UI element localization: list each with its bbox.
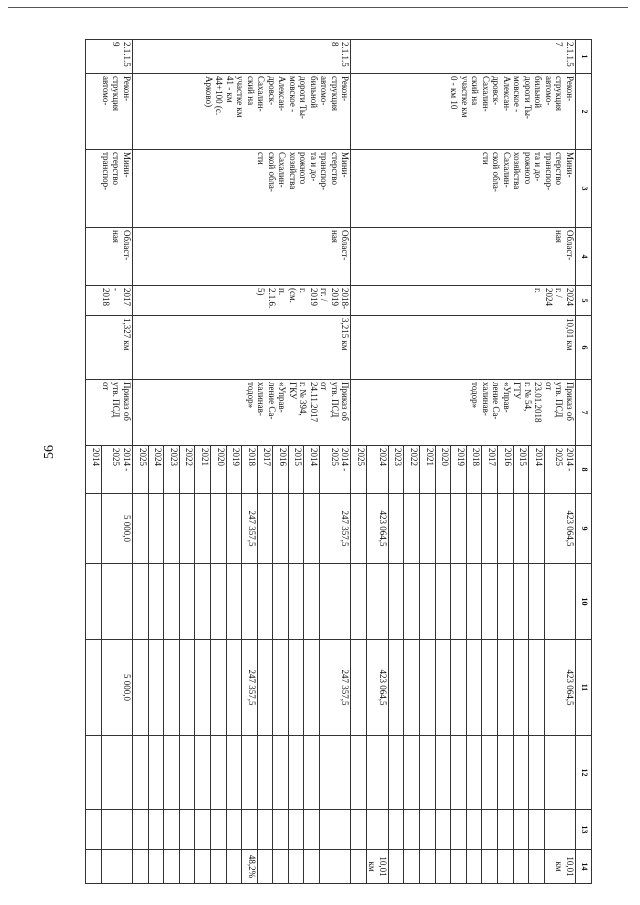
col13-value (86, 810, 102, 850)
period: 2014 - 2025 (320, 446, 351, 494)
col13-value (101, 810, 132, 850)
table-row (320, 40, 351, 884)
col12-value (86, 736, 102, 810)
col10-value (529, 564, 545, 640)
col10-value (148, 564, 164, 640)
col10-value (388, 564, 404, 640)
col12-value (466, 736, 482, 810)
total-amount: 247 357,5 (242, 494, 258, 564)
col10-value (466, 564, 482, 640)
term: 2017 - 2018 (86, 286, 133, 316)
regional-amount: 423 064,5 (366, 640, 388, 736)
year: 2021 (420, 446, 436, 494)
table-row (101, 40, 132, 884)
col12-value (242, 736, 258, 810)
total-amount (132, 494, 148, 564)
column-number: 9 (576, 494, 592, 564)
indicator: 48,2% (242, 850, 258, 884)
indicator (179, 850, 195, 884)
indicator (164, 850, 180, 884)
total-amount: 423 064,5 (544, 494, 575, 564)
col13-value (210, 810, 226, 850)
total-amount (529, 494, 545, 564)
indicator (351, 850, 367, 884)
col13-value (544, 810, 575, 850)
col10-value (242, 564, 258, 640)
col10-value (451, 564, 467, 640)
col12-value (513, 736, 529, 810)
regional-amount (288, 640, 304, 736)
col10-value (179, 564, 195, 640)
regional-amount (388, 640, 404, 736)
col13-value (164, 810, 180, 850)
row-id: 2.1.1.5 8 (132, 40, 350, 74)
col10-value (513, 564, 529, 640)
indicator (86, 850, 102, 884)
object-name: Рекон- струкция автомо- бильной дороги Ты- мовское - Алексан- дровск- Сахалин- ский на участке км 41 - км 44+100 (с. Арково) (132, 74, 350, 150)
regional-amount (420, 640, 436, 736)
year: 2018 (242, 446, 258, 494)
indicator (466, 850, 482, 884)
capacity: 1,327 км (86, 316, 133, 380)
indicator (482, 850, 498, 884)
rotated-table-container (89, 39, 592, 883)
col10-value (226, 564, 242, 640)
col12-value (498, 736, 514, 810)
col10-value (351, 564, 367, 640)
header-row (576, 40, 592, 884)
regional-amount (226, 640, 242, 736)
regional-amount (164, 640, 180, 736)
regional-amount (257, 640, 273, 736)
col10-value (210, 564, 226, 640)
capacity: 10,01 км (351, 316, 576, 380)
indicator (288, 850, 304, 884)
col10-value (320, 564, 351, 640)
year: 2017 (482, 446, 498, 494)
col13-value (179, 810, 195, 850)
col12-value (257, 736, 273, 810)
customer: Мини- стерство транспор- та и до- рожного хозяйства Сахалин- ской обла- сти (351, 150, 576, 228)
col13-value (351, 810, 367, 850)
col12-value (273, 736, 289, 810)
indicator (388, 850, 404, 884)
budget-level: Област- ная (132, 228, 350, 286)
indicator (529, 850, 545, 884)
year: 2019 (226, 446, 242, 494)
regional-amount (148, 640, 164, 736)
col13-value (226, 810, 242, 850)
year: 2021 (195, 446, 211, 494)
col12-value (210, 736, 226, 810)
col13-value (257, 810, 273, 850)
col12-value (101, 736, 132, 810)
regional-amount (498, 640, 514, 736)
table-row (544, 40, 575, 884)
col10-value (101, 564, 132, 640)
col13-value (288, 810, 304, 850)
column-number: 6 (576, 316, 592, 380)
customer: Мини- стерство транспор- (86, 150, 133, 228)
indicator (451, 850, 467, 884)
column-number: 13 (576, 810, 592, 850)
col10-value (366, 564, 388, 640)
term: 2024 г. / 2024 г. (351, 286, 576, 316)
col10-value (435, 564, 451, 640)
column-number: 8 (576, 446, 592, 494)
regional-amount (482, 640, 498, 736)
regional-amount: 247 357,5 (242, 640, 258, 736)
indicator (404, 850, 420, 884)
year: 2022 (404, 446, 420, 494)
col13-value (273, 810, 289, 850)
total-amount (435, 494, 451, 564)
total-amount (451, 494, 467, 564)
year: 2018 (466, 446, 482, 494)
col13-value (451, 810, 467, 850)
col13-value (242, 810, 258, 850)
indicator (435, 850, 451, 884)
col12-value (351, 736, 367, 810)
regional-amount (513, 640, 529, 736)
col12-value (482, 736, 498, 810)
col10-value (273, 564, 289, 640)
row-id: 2.1.1.5 7 (351, 40, 576, 74)
regional-amount (351, 640, 367, 736)
col13-value (529, 810, 545, 850)
column-number: 10 (576, 564, 592, 640)
col12-value (304, 736, 320, 810)
col12-value (529, 736, 545, 810)
year: 2024 (148, 446, 164, 494)
indicator (273, 850, 289, 884)
column-number: 11 (576, 640, 592, 736)
total-amount: 247 357,5 (320, 494, 351, 564)
total-amount (466, 494, 482, 564)
year: 2014 (86, 446, 102, 494)
indicator (226, 850, 242, 884)
total-amount (513, 494, 529, 564)
year: 2016 (498, 446, 514, 494)
col10-value (257, 564, 273, 640)
column-number: 4 (576, 228, 592, 286)
col12-value (288, 736, 304, 810)
total-amount (482, 494, 498, 564)
col10-value (404, 564, 420, 640)
col10-value (164, 564, 180, 640)
page-number: 56 (42, 445, 57, 459)
col10-value (498, 564, 514, 640)
total-amount (404, 494, 420, 564)
col13-value (420, 810, 436, 850)
regional-amount (210, 640, 226, 736)
col12-value (164, 736, 180, 810)
year: 2014 (304, 446, 320, 494)
year: 2016 (273, 446, 289, 494)
object-name: Рекон- струкция автомо- бильной дороги Ты- мовское - Алексан- дровск- Сахалин- ский на участке км 0 - км 10 (351, 74, 576, 150)
regional-amount: 247 357,5 (320, 640, 351, 736)
period: 2014 - 2025 (544, 446, 575, 494)
year: 2023 (164, 446, 180, 494)
column-number: 3 (576, 150, 592, 228)
col13-value (388, 810, 404, 850)
column-number: 2 (576, 74, 592, 150)
budget-level: Област- ная (86, 228, 133, 286)
indicator (101, 850, 132, 884)
col13-value (366, 810, 388, 850)
col12-value (435, 736, 451, 810)
total-amount (388, 494, 404, 564)
total-amount (273, 494, 289, 564)
col12-value (132, 736, 148, 810)
column-number: 5 (576, 286, 592, 316)
year: 2025 (132, 446, 148, 494)
total-amount (210, 494, 226, 564)
document: Приказ об утв. ПСД от 24.11.2017 г. № 394, ГКУ «Управ- ление Са- халинав- тодор» (132, 380, 350, 446)
col12-value (195, 736, 211, 810)
regional-amount (179, 640, 195, 736)
year: 2024 (366, 446, 388, 494)
regional-amount (195, 640, 211, 736)
col10-value (132, 564, 148, 640)
year: 2017 (257, 446, 273, 494)
year: 2015 (513, 446, 529, 494)
indicator (210, 850, 226, 884)
regional-amount (435, 640, 451, 736)
col13-value (482, 810, 498, 850)
total-amount (148, 494, 164, 564)
object-name: Рекон- струкция автомо- (86, 74, 133, 150)
regional-amount: 5 000,0 (101, 640, 132, 736)
top-rule (8, 7, 628, 8)
indicator: 10,01 км (544, 850, 575, 884)
col13-value (498, 810, 514, 850)
total-amount (257, 494, 273, 564)
program-table (85, 39, 592, 884)
year: 2019 (451, 446, 467, 494)
table-body (86, 40, 576, 884)
col10-value (420, 564, 436, 640)
total-amount (164, 494, 180, 564)
col13-value (404, 810, 420, 850)
col10-value (544, 564, 575, 640)
column-number: 14 (576, 850, 592, 884)
col10-value (304, 564, 320, 640)
total-amount: 423 064,5 (366, 494, 388, 564)
regional-amount (86, 640, 102, 736)
col12-value (420, 736, 436, 810)
regional-amount (404, 640, 420, 736)
col10-value (86, 564, 102, 640)
col10-value (195, 564, 211, 640)
indicator (498, 850, 514, 884)
customer: Мини- стерство транспор- та и до- рожного хозяйства Сахалин- ской обла- сти (132, 150, 350, 228)
row-id: 2.1.1.5 9 (86, 40, 133, 74)
indicator (304, 850, 320, 884)
indicator: 10,01 км (366, 850, 388, 884)
column-number: 7 (576, 380, 592, 446)
indicator (257, 850, 273, 884)
total-amount: 5 000,0 (101, 494, 132, 564)
total-amount (351, 494, 367, 564)
total-amount (420, 494, 436, 564)
term: 2018- 2019 гг. / 2019 г. (см. п. 2.1.6. 5) (132, 286, 350, 316)
year: 2020 (210, 446, 226, 494)
total-amount (288, 494, 304, 564)
year: 2020 (435, 446, 451, 494)
col12-value (451, 736, 467, 810)
regional-amount (451, 640, 467, 736)
col12-value (388, 736, 404, 810)
col10-value (288, 564, 304, 640)
col12-value (320, 736, 351, 810)
total-amount (498, 494, 514, 564)
column-number: 12 (576, 736, 592, 810)
col13-value (304, 810, 320, 850)
col13-value (148, 810, 164, 850)
col12-value (148, 736, 164, 810)
year: 2023 (388, 446, 404, 494)
col10-value (482, 564, 498, 640)
col13-value (320, 810, 351, 850)
total-amount (226, 494, 242, 564)
indicator (320, 850, 351, 884)
period: 2014 - 2025 (101, 446, 132, 494)
total-amount (86, 494, 102, 564)
regional-amount: 423 064,5 (544, 640, 575, 736)
regional-amount (529, 640, 545, 736)
budget-level: Област- ная (351, 228, 576, 286)
total-amount (179, 494, 195, 564)
col13-value (513, 810, 529, 850)
col12-value (179, 736, 195, 810)
col12-value (226, 736, 242, 810)
col12-value (544, 736, 575, 810)
document: Приказ об утв. ПСД от (86, 380, 133, 446)
regional-amount (466, 640, 482, 736)
indicator (148, 850, 164, 884)
regional-amount (132, 640, 148, 736)
year: 2022 (179, 446, 195, 494)
indicator (513, 850, 529, 884)
indicator (132, 850, 148, 884)
total-amount (304, 494, 320, 564)
capacity: 3,215 км (132, 316, 350, 380)
col13-value (435, 810, 451, 850)
column-number: 1 (576, 40, 592, 74)
indicator (420, 850, 436, 884)
col12-value (366, 736, 388, 810)
col13-value (132, 810, 148, 850)
col13-value (466, 810, 482, 850)
year: 2025 (351, 446, 367, 494)
col13-value (195, 810, 211, 850)
indicator (195, 850, 211, 884)
regional-amount (273, 640, 289, 736)
year: 2014 (529, 446, 545, 494)
total-amount (195, 494, 211, 564)
col12-value (404, 736, 420, 810)
year: 2015 (288, 446, 304, 494)
document: Приказ об утв. ПСД от 23.01.2018 г. № 54, ГТУ «Управ- ление Са- халинав- тодор» (351, 380, 576, 446)
regional-amount (304, 640, 320, 736)
